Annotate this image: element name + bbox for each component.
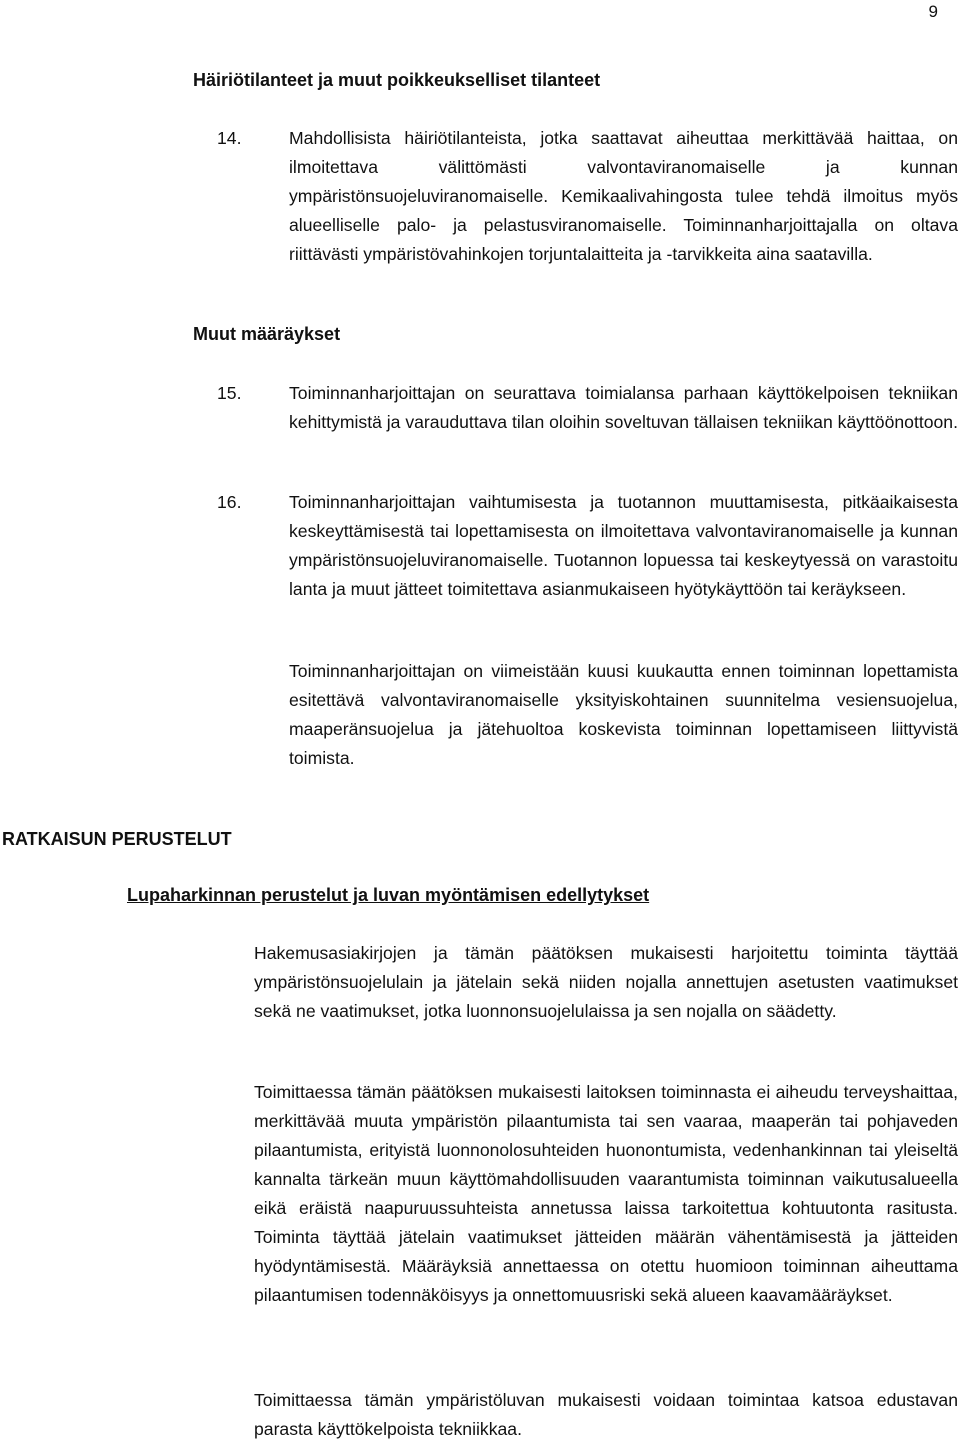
item-text: Toiminnanharjoittajan vaihtumisesta ja tuotannon muuttamisesta, pitkäaikaisesta keskeyttämisestä tai lopettamisesta on ilmoitettava valvontaviranomaiselle ja kunnan ympäristönsuojeluviranomaiselle. Tuotannon lopuessa tai keskeytyessä on varastoitu lanta ja muut jätteet toimitettava asianmukaiseen hyötykäyttöön tai keräykseen.	[289, 492, 958, 599]
rationale-paragraph: Toimittaessa tämän ympäristöluvan mukaisesti voidaan toimintaa katsoa edustavan parasta käyttökelpoista tekniikkaa.	[254, 1390, 958, 1439]
rationale-subheading: Lupaharkinnan perustelut ja luvan myöntämisen edellytykset	[127, 885, 650, 905]
section-heading-other-regulations: Muut määräykset	[193, 324, 341, 344]
item-number: 16.	[217, 492, 242, 512]
item-text: Toiminnanharjoittajan on seurattava toimialansa parhaan käyttökelpoisen tekniikan kehittymistä ja varauduttava tilan oloihin soveltuvan tällaisen tekniikan käyttöönottoon.	[289, 383, 958, 432]
rationale-paragraph: Toimittaessa tämän päätöksen mukaisesti laitoksen toiminnasta ei aiheudu terveyshaittaa, merkittävää muuta ympäristön pilaantumista tai sen vaaraa, maaperän tai pohjaveden pilaantumista, erityistä luonnonolosuhteiden huonontumista, vedenhankinnan tai yleiseltä kannalta tärkeän muun käyttömahdollisuuden vaarantumista toiminnan vaikutusalueella eikä eräistä naapuruussuhteista annetussa laissa tarkoitettua kohtuutonta rasitusta. Toiminta täyttää jätelain vaatimukset jätteiden määrän vähentämisestä ja jätteiden hyödyntämisestä. Määräyksiä annettaessa on otettu huomioon toiminnan aiheuttama pilaantumisen todennäköisyys ja onnettomuusriski sekä alueen kaavamääräykset.	[254, 1082, 958, 1305]
item-number: 14.	[217, 128, 242, 148]
rationale-paragraph: Hakemusasiakirjojen ja tämän päätöksen mukaisesti harjoitettu toiminta täyttää ympäristönsuojelulain ja jätelain sekä niiden nojalla annettujen asetusten vaatimukset sekä ne vaatimukset, jotka luonnonsuojelulaissa ja sen nojalla on säädetty.	[254, 943, 958, 1021]
rationale-heading: RATKAISUN PERUSTELUT	[2, 829, 232, 849]
item-text: Mahdollisista häiriötilanteista, jotka saattavat aiheuttaa merkittävää haittaa, on ilmoitettava välittömästi valvontaviranomaiselle ja kunnan ympäristönsuojeluviranomaiselle. Kemikaalivahingosta tulee tehdä ilmoitus myös alueelliselle palo- ja pelastusviranomaiselle. Toiminnanharjoittajalla on oltava riittävästi ympäristövahinkojen torjuntalaitteita ja -tarvikkeita aina saatavilla.	[289, 128, 958, 264]
regulation-item-16-continuation: Toiminnanharjoittajan on viimeistään kuusi kuukautta ennen toiminnan lopettamista esitettävä valvontaviranomaiselle yksityiskohtainen suunnitelma vesiensuojelua, maaperänsuojelua ja jätehuoltoa koskevista toiminnan lopettamiseen liittyvistä toimista.	[289, 661, 958, 768]
item-number: 15.	[217, 383, 242, 403]
section-heading-incidents: Häiriötilanteet ja muut poikkeukselliset tilanteet	[193, 70, 601, 90]
page-number: 9	[928, 2, 938, 21]
regulation-item-14	[217, 124, 958, 269]
regulation-item-16	[217, 488, 958, 604]
regulation-item-15	[217, 379, 958, 437]
